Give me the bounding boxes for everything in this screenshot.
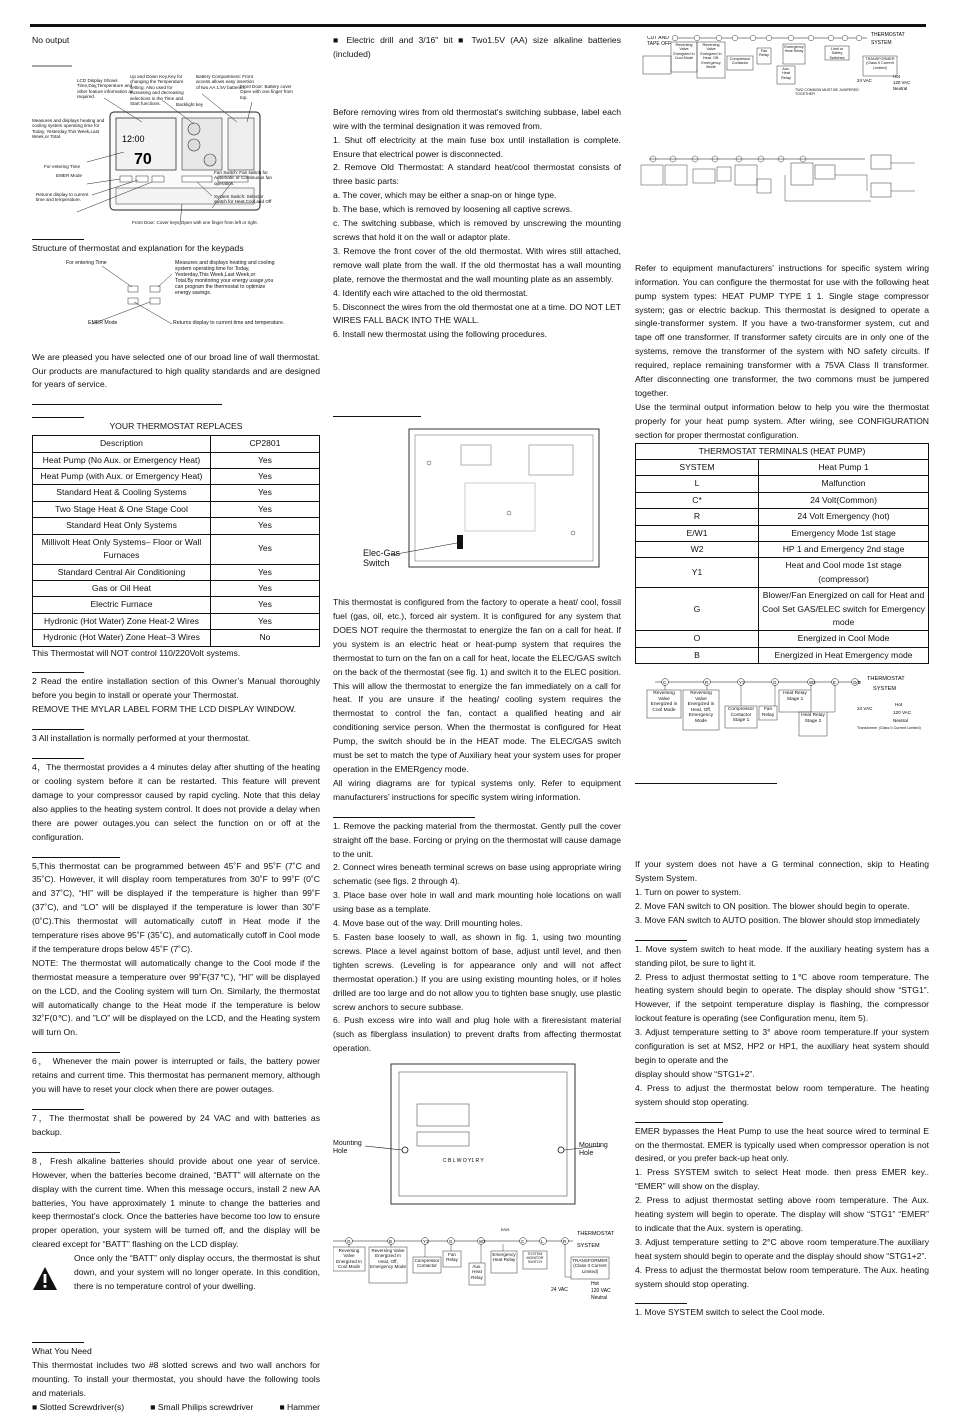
section-rule	[32, 404, 222, 405]
table-header-cell: Description	[33, 436, 211, 452]
table-cell: Yes	[210, 597, 319, 613]
cool-step: 1. Move SYSTEM switch to select the Cool mode.	[635, 1306, 929, 1320]
table-caption-row	[636, 443, 929, 459]
all-wiring-text: All wiring diagrams are for typical systems only. Refer to equipment manufacturers’ instructions for specific system wiring information.	[333, 777, 621, 805]
top-rule	[30, 24, 926, 27]
mounting-hole-right: Mounting Hole	[579, 1142, 619, 1157]
list-item: c. The switching subbase, which is removed by unscrewing the mounting screws that hold it on the wall or adaptor plate.	[333, 217, 621, 245]
battery-callout: Battery Compartment: Front access allows easy insertion of two AA 1.5V batteries.	[196, 74, 256, 90]
measures-callout: Measures and displays heating and cooling system operating time for Today, Yesterday,This Week,Last Week,or Total.	[32, 118, 108, 140]
wiring-box-label: SYSTEM MONITOR SWITCH	[524, 1252, 546, 1264]
tools-continued: ■ Electric drill and 3/16" bit ■ Two1.5V (AA) size alkaline batteries (included)	[333, 34, 621, 62]
table-row	[33, 518, 320, 534]
list-item: ■ Small Philips screwdriver	[150, 1401, 253, 1414]
terminal-label: C	[521, 1239, 524, 1244]
section-rule	[32, 758, 84, 759]
list-item: ■ Slotted Screwdriver(s)	[32, 1401, 124, 1414]
vac-label: 24 VAC	[857, 78, 872, 83]
vac-label: 24 VAC	[551, 1287, 568, 1293]
table-cell: E/W1	[636, 525, 759, 541]
removal-steps	[333, 134, 621, 343]
terminal-icon	[694, 35, 700, 41]
table-row	[33, 613, 320, 629]
table-row	[33, 630, 320, 646]
terminal-label: R	[705, 680, 708, 685]
terminal-labels: C B L W O Y1 R Y	[443, 1158, 484, 1164]
list-item: 3. Place base over hole in wall and mark mounting hole locations on wall using base as a template.	[333, 889, 621, 917]
terminal-label: G	[449, 1239, 453, 1244]
table-cell: 24 Volt(Common)	[759, 492, 929, 508]
system-label: SYSTEM	[873, 686, 896, 692]
table-row	[636, 631, 929, 647]
list-item: 4. Press to adjust the thermostat below room temperature. The Aux. heating system should stop operating.	[635, 1264, 929, 1292]
list-item: 2. Remove Old Thermostat: A standard heat/cool thermostat consists of three basic parts:	[333, 161, 621, 189]
terminal-label: Y1	[423, 1239, 429, 1244]
neutral-label: Neutral	[591, 1295, 607, 1301]
table-row	[636, 588, 929, 631]
jumper-label: E/W1	[501, 1228, 510, 1232]
table-cell: Emergency Mode 1st stage	[759, 525, 929, 541]
note-4: 4，The thermostat provides a 4 minutes delay after shutting of the heating or cooling system before it can be restarted. This feature will prevent damage to your compressor caused by rapid cycling. Note that this delay also applies to the heating system control. It does not provide a delay when there are power outages.you can select the function on or off at the configuration.	[32, 761, 320, 844]
table-cell: R	[636, 509, 759, 525]
list-item: 4. Move base out of the way. Drill mounting holes.	[333, 917, 621, 931]
section-rule	[32, 417, 84, 418]
list-item: 1. Press SYSTEM switch to select Heat mode. then press EMER key.. “EMER” will show on the display.	[635, 1166, 929, 1194]
keypad-entering-time: For entering Time	[66, 260, 146, 266]
terminal-label: W2	[809, 680, 816, 685]
table-header-cell: SYSTEM	[636, 460, 759, 476]
table-cell: Yes	[210, 534, 319, 564]
table-cell: Standard Central Air Conditioning	[33, 564, 211, 580]
list-item: 3. Adjust temperature setting to 3° above room temperature.If your system configuration is set at MS2, HP2 or HP1, the auxiliary heat system should begin to operate and the	[635, 1026, 929, 1068]
neutral-label: Neutral	[893, 718, 908, 723]
front-door-bottom-callout: Front Door: Cover keys Open with one finger from left or right.	[132, 220, 292, 225]
list-item: display should show “STG1+2”.	[635, 1068, 929, 1082]
tools-list	[32, 1401, 320, 1414]
terminal-icon	[672, 35, 678, 41]
table-cell: Blower/Fan Energized on call for Heat and Cool Set GAS/ELEC switch for Emergency mode	[759, 588, 929, 631]
table-cell: 24 Volt Emergency (hot)	[759, 509, 929, 525]
up-key-icon[interactable]	[188, 123, 200, 135]
table-cell: Heat and Cool mode 1st stage (compressor)	[759, 558, 929, 588]
table-row	[636, 509, 929, 525]
list-item: 3. Remove the front cover of the old thermostat. With wires still attached, remove wall plate from the wall. If the old thermostat has a wall mounting plate, remove the thermostat and the wall mounting plate as an assembly.	[333, 245, 621, 287]
table-cell: Electric Furnace	[33, 597, 211, 613]
table-cell: Yes	[210, 501, 319, 517]
list-item: 1. Shut off electricity at the main fuse box until installation is complete. Ensure that electrical power is disconnected.	[333, 134, 621, 162]
keypad-figure	[32, 260, 320, 330]
base-backside-figure	[333, 423, 621, 573]
keypad-day-button[interactable]	[128, 298, 138, 304]
table-row	[33, 452, 320, 468]
section-rule	[32, 239, 84, 240]
table-cell: C*	[636, 492, 759, 508]
table-row	[636, 647, 929, 663]
120vac-label: 120 VAC	[893, 710, 912, 715]
two-common-note: TWO COMMON MUST BE JUMPERED TOGETHER	[795, 88, 875, 96]
keypad-run-button[interactable]	[150, 286, 160, 292]
table-row	[636, 525, 929, 541]
keypad-heading: Structure of thermostat and explanation for the keypads	[32, 242, 320, 256]
list-item: 5. Fasten base loosely to wall, as shown in fig. 1, using two mounting screws. Place a level against bottom of base, adjust until level, and then tighten screws. (Leveling is for appearance only and will not affect thermostat operation.) If you are using existing mounting holes, or if holes drilled are too large and do not allow you to tighten base snugly, use plastic screw anchors to secure subbase.	[333, 931, 621, 1014]
table-header-row	[33, 436, 320, 452]
terminal-icon	[808, 35, 814, 41]
table-row	[33, 564, 320, 580]
wiring-diagram-4	[635, 672, 929, 756]
table-row	[33, 597, 320, 613]
table-header-cell: Heat Pump 1	[759, 460, 929, 476]
intro-paragraph: We are pleased you have selected one of our broad line of wall thermostat. Our products are manufactured to high quality standards and are designed for years of service.	[32, 351, 320, 393]
list-item: 1. Remove the packing material from the thermostat. Gently pull the cover straight off the base. Forcing or prying on the thermostat will cause damage to the unit.	[333, 820, 621, 862]
thermostat-label: THERMOSTAT	[871, 32, 905, 38]
section-rule	[32, 1109, 84, 1110]
table-cell: Two Stage Heat & One Stage Cool	[33, 501, 211, 517]
down-key-icon[interactable]	[188, 139, 200, 151]
wiring-box-label: Heat Relay Stage 2	[800, 713, 826, 724]
thermostat-front-figure	[32, 52, 320, 230]
note-2: 2 Read the entire installation section of this Owner’s Manual thoroughly before you begin to install or operate your Thermostat.	[32, 675, 320, 703]
elec-gas-switch-icon[interactable]	[457, 535, 463, 549]
wiring-box-label: Aux. Heat Relay	[470, 1264, 484, 1280]
battery-compartment[interactable]	[228, 118, 254, 170]
table-cell: Standard Heat Only Systems	[33, 518, 211, 534]
elec-gas-label: Elec-Gas Switch	[363, 549, 423, 568]
install-steps	[333, 820, 621, 1056]
safety-switch-box	[791, 163, 813, 185]
table-cell: Energized in Heat Emergency mode	[759, 647, 929, 663]
table-cell: L	[636, 476, 759, 492]
lcd-time: 12:00	[122, 134, 145, 144]
backlight-key-icon[interactable]	[204, 154, 216, 166]
terminal-label: R	[563, 1239, 566, 1244]
table-cell: Millivolt Heat Only Systems– Floor or Wall Furnaces	[33, 534, 211, 564]
note-8: 8，Fresh alkaline batteries should provide about one year of service. However, when the batteries become drained, “BATT” will alternate on the display with the current time. When this message occurs, install 2 new AA batteries, You have approximately 1 minute to change the batteries and keep thermostat’s clock. Once the batteries have become too low to ensure proper operation, your system will be turned off, and the display will be cleared except for “BATT” flashing on the LCD display.	[32, 1155, 320, 1252]
list-item: 1. Turn on power to system.	[635, 886, 929, 900]
section-rule	[32, 729, 84, 730]
hot-label: Hot	[591, 1281, 599, 1287]
keypad-time-button[interactable]	[128, 286, 138, 292]
terminal-label: G	[773, 680, 777, 685]
terminal-icon	[842, 35, 848, 41]
terminal-icon	[766, 35, 772, 41]
list-item: a. The cover, which may be either a snap-on or hinge type.	[333, 189, 621, 203]
system-switch-callout: System Switch: Selector switch for Heat,Cool,and Off	[214, 194, 276, 205]
returns-callout: Returns display to current time and temperature.	[36, 192, 94, 203]
wiring-box-label: Compressor Contactor	[414, 1258, 440, 1269]
wiring-box-label: TRANSFORMER (Class II Current Limited)	[864, 57, 896, 70]
note-7: 7，The thermostat shall be powered by 24 VAC and with batteries as backup.	[32, 1112, 320, 1140]
table-cell: W2	[636, 542, 759, 558]
list-item: 4. Identify each wire attached to the old thermostat.	[333, 287, 621, 301]
wiring-box-label: Limit or Safety Switches	[826, 47, 848, 59]
table-cell: Hydronic (Hot Water) Zone Heat–3 Wires	[33, 630, 211, 646]
wiring-box-label: Heat Relay Stage 1	[780, 691, 810, 702]
warning-block	[32, 1252, 320, 1294]
table-row	[636, 542, 929, 558]
run-key[interactable]	[152, 176, 164, 182]
section-rule	[32, 1052, 120, 1053]
table-cell: Yes	[210, 485, 319, 501]
backlight-callout: Backlight key	[176, 102, 226, 107]
table-cell: Yes	[210, 580, 319, 596]
table-cell: Yes	[210, 613, 319, 629]
fan-steps	[635, 886, 929, 928]
lcd-temperature: 70	[134, 151, 152, 168]
120vac-label: 120 VAC	[591, 1288, 611, 1294]
refer-text: Refer to equipment manufacturers' instructions for specific system wiring information. You can configure the thermostat for use with the following heat pump system types: HEAT PUMP TYPE 1 1. Single stage compressor system; gas or electric backup. This thermostat is designed to operate a single-transformer system. If you have a two-transformer system, cut and tape off one transformer. If transformer safety circuits are in only one of the systems, remove the transformer of the system with NO safety circuits. If required, replace remaining transformer with a 75VA Class II transformer. After disconnecting one transformer, the two commons must be jumpered together.	[635, 262, 929, 401]
terminals-caption: THERMOSTAT TERMINALS (HEAT PUMP)	[636, 443, 929, 459]
table-cell: No	[210, 630, 319, 646]
terminal-icon	[716, 35, 722, 41]
lcd-display-callout: LCD Display Shows Time,Day,Temperature and other feature information as required.	[77, 78, 139, 100]
table-cell: O	[636, 631, 759, 647]
section-rule	[32, 1152, 120, 1153]
list-item: 2. Press to adjust thermostat setting to 1℃ above room temperature. The heating system should begin to operate. The display should show “STG1”. However, if the setpoint temperature display is flashing, the compressor lockout feature is operating (see Configuration menu, item 5).	[635, 971, 929, 1027]
table-cell: Gas or Oil Heat	[33, 580, 211, 596]
wiring-box-label: Fan Relay	[760, 707, 776, 718]
table-cell: Yes	[210, 469, 319, 485]
wiring-box-label: TRANSFORMER (Class II Current Limited)	[572, 1258, 608, 1274]
thermostat-label: THERMOSTAT	[577, 1231, 615, 1237]
table-cell: Standard Heat & Cooling Systems	[33, 485, 211, 501]
replaces-table	[32, 435, 320, 646]
hot-label: Hot	[893, 74, 901, 79]
terminal-label: B	[389, 1239, 392, 1244]
note-6: 6， Whenever the main power is interrupted or fails, the battery power retains and current time. This thermostat has permanent memory, although you will have to reset your clock when there are power outages.	[32, 1055, 320, 1097]
list-item: 5. Disconnect the wires from the old thermostat one at a time. DO NOT LET WIRES FALL BACK INTO THE WALL.	[333, 301, 621, 329]
list-item: b. The base, which is removed by loosening all captive screws.	[333, 203, 621, 217]
wiring-box-label: Compressor Contactor Stage 1	[726, 707, 756, 724]
table-row	[636, 558, 929, 588]
emer-steps	[635, 1166, 929, 1291]
table-row	[33, 580, 320, 596]
wiring-box-label: Fan Relay	[758, 49, 770, 58]
keypad-emer: EMER Mode	[88, 320, 138, 326]
wiring-diagram-3b	[635, 145, 929, 229]
terminal-icon	[732, 35, 738, 41]
terminal-label: O/B	[853, 680, 861, 685]
wiring-box-label: Aux. Heat Relay	[778, 67, 794, 80]
list-item: 3. Move FAN switch to AUTO position. The blower should stop immediately	[635, 914, 929, 928]
what-you-need-text: This thermostat includes two #8 slotted screws and two wall anchors for mounting. To install your thermostat, you should have the following tools and materials.	[32, 1359, 320, 1401]
table-row	[33, 534, 320, 564]
terminal-icon	[828, 35, 834, 41]
mounting-base-figure	[333, 1060, 621, 1208]
terminal-label: L	[541, 1239, 544, 1244]
emer-key[interactable]	[136, 176, 148, 182]
table-row	[33, 485, 320, 501]
section-rule	[635, 940, 687, 941]
table-row	[33, 469, 320, 485]
terminal-label: C	[663, 680, 666, 685]
neutral-label: Neutral	[893, 86, 907, 91]
wiring-box-label: Emergency Heat Relay	[492, 1252, 516, 1263]
section-rule	[333, 416, 421, 417]
table-cell: HP 1 and Emergency 2nd stage	[759, 542, 929, 558]
section-rule	[635, 1122, 723, 1123]
mounting-hole-left: Mounting Hole	[333, 1140, 373, 1155]
wiring-box-label: Fan Relay	[444, 1252, 460, 1263]
up-down-callout: Up and Down Key,Key for changing the Temperature setting. Also used for increasing and decreasing selections in the Time and Start functions.	[130, 74, 194, 106]
wiring-box-label: Reversing Valve Energized in Cool Mode	[648, 691, 680, 713]
no-g-text: If your system does not have a G terminal connection, skip to Heating System System.	[635, 858, 929, 886]
table-cell: Energized in Cool Mode	[759, 631, 929, 647]
heat-steps	[635, 943, 929, 1110]
120vac-label: 120 VAC	[893, 80, 910, 85]
terminal-icon	[750, 35, 756, 41]
note-2b: REMOVE THE MYLAR LABEL FORM THE LCD DISPLAY WINDOW.	[32, 703, 320, 717]
list-item: 6. Install new thermostat using the following procedures.	[333, 328, 621, 342]
section-rule	[32, 672, 84, 673]
table-header-cell: CP2801	[210, 436, 319, 452]
terminal-label: Y1	[739, 680, 745, 685]
transformer-label: Transformer (Class II Current Limited)	[857, 726, 929, 730]
hot-label: Hot	[895, 702, 903, 707]
section-rule	[333, 817, 475, 818]
replaces-caption: YOUR THERMOSTAT REPLACES	[32, 420, 320, 434]
emer-mode-callout: EMER Mode	[56, 173, 96, 178]
wiring-box-label: Emergency Heat Relay	[784, 45, 804, 54]
time-key[interactable]	[120, 176, 132, 182]
entering-time-callout: For entering Time	[44, 164, 94, 169]
column-1	[32, 34, 320, 1414]
note-3: 3 All installation is normally performed at your thermostat.	[32, 732, 320, 746]
list-item: 2. Move FAN switch to ON position. The blower should begin to operate.	[635, 900, 929, 914]
thermostat-label: THERMOSTAT	[867, 676, 905, 682]
wiring-diagram-3	[635, 30, 929, 108]
terminals-table	[635, 443, 929, 665]
note-5-note: NOTE: The thermostat will automatically change to the Cool mode if the thermostat measure a temperature over 99˚F(37℃), ”HI” will be displayed on the LCD, and the Cooling system will turn On. Similarly, the thermostat will automatically change to the Heat mode if the temperature is below 32˚F(0℃). and ”LO” will be displayed on the LCD, and the Heating system will turn On.	[32, 957, 320, 1040]
front-door-top-callout: Front Door: Battery cover Open with one finger from top.	[240, 84, 296, 100]
table-cell: G	[636, 588, 759, 631]
table-cell: B	[636, 647, 759, 663]
wiring-box-label: Reversing Valve Energized In Cool Mode	[672, 43, 696, 61]
table-row	[33, 501, 320, 517]
note-5: 5,This thermostat can be programmed between 45˚F and 95˚F (7˚C and 35˚C). However, it will display room temperatures from 30˚F to 99˚F (0˚C and 37˚C), “HI” will be displayed if the temperature is higher than 99˚F (37˚C), and “LO” will be displayed if the temperature is lower than 30˚F (0˚C).This thermostat will automatically cutoff in Heat mode if the temperature rises above 95˚F (35˚C), and automatically cutoff in Cool mode if the temperature drops below 45˚F (7˚C).	[32, 860, 320, 957]
wiring-box-label: Compressor Contactor	[728, 57, 752, 66]
section-rule	[32, 857, 120, 858]
column-2	[333, 34, 621, 1322]
section-rule	[635, 1303, 687, 1304]
list-item: 4. Press to adjust the thermostat below room temperature. The heating system should stop operating.	[635, 1082, 929, 1110]
terminal-icon	[788, 35, 794, 41]
list-item: 3. Adjust temperature setting to 2°C above room temperature.The auxiliary heat system should begin to operate and the display should show “STG1+2”.	[635, 1236, 929, 1264]
wiring-box-label: Reversing Valve Energized In Cool Mode	[334, 1248, 364, 1269]
list-item: 2. Press to adjust thermostat setting above room temperature. The Aux. heating system will begin to operate. The display will show “STG1” “EMER” to indicate that the Aux. system is operating.	[635, 1194, 929, 1236]
emer-text: EMER bypasses the Heat Pump to use the heat source wired to terminal E on the thermostat. EMER is typically used when compressor operation is not desired, or you prefer back-up heat only.	[635, 1125, 929, 1167]
cut-tape-label: CUT AND TAPE OFF	[647, 36, 677, 47]
system-label: SYSTEM	[577, 1243, 600, 1249]
column-3	[635, 34, 929, 1320]
label-intro: Before removing wires from old thermostat's switching subbase, label each wire with the terminal designation it was removed from.	[333, 106, 621, 134]
keypad-returns: Returns display to current time and temperature.	[173, 320, 319, 326]
keypad-measures: Measures and displays heating and cooling system operating time for Today, Yesterday,This Week,Last Week,or Total.By monitoring your energy usage,you can program the thermostat to optimize energy savings.	[175, 260, 275, 297]
terminal-label: O	[347, 1239, 351, 1244]
terminal-label: W2	[479, 1239, 486, 1244]
vac-label: 24 VAC	[857, 706, 873, 711]
table-cell: Heat Pump (No Aux. or Emergency Heat)	[33, 452, 211, 468]
list-item: 2. Connect wires beneath terminal screws on base using appropriate wiring schematic (see figs. 2 through 4).	[333, 861, 621, 889]
no-output-text: No output	[32, 34, 320, 48]
table-cell: Malfunction	[759, 476, 929, 492]
table-cell: Yes	[210, 564, 319, 580]
config-text: This thermostat is configured from the factory to operate a heat/ cool, fossil fuel (gas, oil, etc.), forced air system. It is configured for any system that DOES NOT require the thermostat to energize the fan on a call for heat. If you system is an electric heat or heat-pump system that requires the thermostat to turn on the fan on a call for heat, locate the ELEC/GAS switch on the back of the thermostat (see fig. 1) and switch it to the ELEC position. This will allow the thermostat to energize the fan immediately on a call for heat. If you are unsure if the heating/ cooling system requires the thermostat to control the fan, contact a qualified heating and air conditioning service person. When the thermostat is configured for Heat Pump, the switch should be in the HEAT mode. The ELEC/GAS switch must be set to match the type of Auxiliary heat your system uses for proper operation in the EMERgency mode.	[333, 596, 621, 777]
system-label: SYSTEM	[871, 40, 892, 46]
list-item: ■ Hammer	[279, 1401, 320, 1414]
wiring-diagram-2	[333, 1227, 621, 1313]
warning-text: Once only the “BATT” only display occurs, the thermostat is shut down, and your system will no longer operate. In this condition, there is no temperature control of your dwelling.	[64, 1252, 320, 1294]
what-you-need-heading: What You Need	[32, 1345, 320, 1359]
table-header-row	[636, 460, 929, 476]
list-item: 6. Push excess wire into wall and plug hole with a fireresistant material (such as fiberglass insulation) to prevent drafts from affecting thermostat operation.	[333, 1014, 621, 1056]
table-cell: Y1	[636, 558, 759, 588]
wiring-box-label: Reversing Valve Energized In Heat, Off, Emergency Mode	[698, 43, 724, 69]
terminal-icon	[856, 35, 862, 41]
section-rule	[635, 783, 777, 784]
fan-switch-callout: Fan Switch: Fan switch for Automatic or Continuous fan operation.	[214, 170, 274, 186]
table-cell: Yes	[210, 452, 319, 468]
table-row	[636, 476, 929, 492]
table-cell: Hydronic (Hot Water) Zone Heat-2 Wires	[33, 613, 211, 629]
use-terminal-text: Use the terminal output information below to help you wire the thermostat properly for your heat pump system. After wiring, see CONFIGURATION section for proper thermostat configuration.	[635, 401, 929, 443]
list-item: 1. Move system switch to heat mode. If the auxiliary heating system has a standing pilot, be sure to light it.	[635, 943, 929, 971]
terminal-label: E	[833, 680, 836, 685]
not-control-text: This Thermostat will NOT control 110/220Volt systems.	[32, 647, 320, 661]
fan-switch[interactable]	[182, 176, 212, 182]
wiring-box-label: Reversing Valve Energized In Heat, Off, Emergency Mode	[370, 1248, 406, 1269]
warning-icon	[32, 1266, 58, 1292]
wiring-box-label: Reversing Valve Energized in Heat, Off, Emergency Mode	[684, 691, 718, 724]
section-rule	[32, 1342, 84, 1343]
table-cell: Heat Pump (with Aux. or Emergency Heat)	[33, 469, 211, 485]
keypad-emer-button[interactable]	[150, 298, 160, 304]
table-cell: Yes	[210, 518, 319, 534]
table-row	[636, 492, 929, 508]
